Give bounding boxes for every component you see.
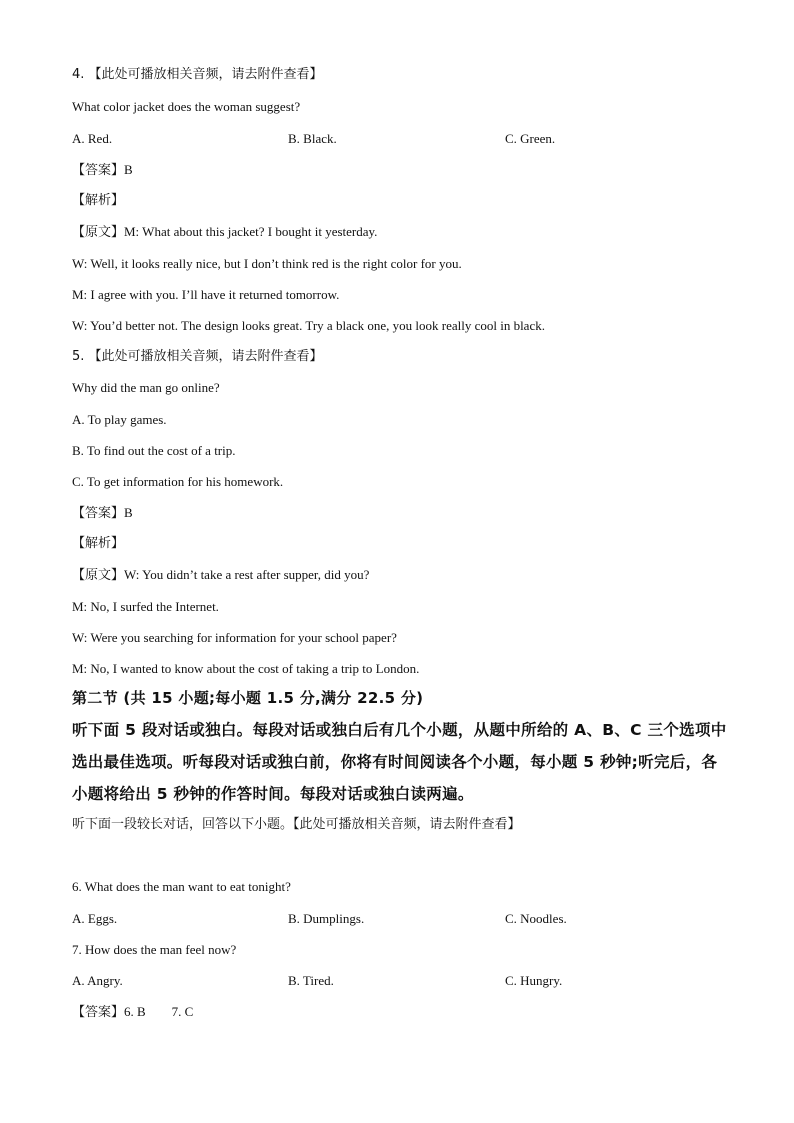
q4-answer: 【答案】B	[72, 162, 133, 177]
q5-header: 5. 【此处可播放相关音频，请去附件查看】	[72, 349, 323, 364]
q5-transcript-line: M: No, I wanted to know about the cost of taking a trip to London.	[72, 661, 420, 676]
q6-question: 6. What does the man want to eat tonight?	[72, 879, 291, 894]
q6-q7-answer: 【答案】6. B 7. C	[72, 1004, 194, 1019]
q7-option-a: A. Angry.	[72, 973, 123, 988]
q4-option-a: A. Red.	[72, 131, 113, 146]
q4-option-c: C. Green.	[505, 131, 556, 146]
q4-transcript-line: W: Well, it looks really nice, but I don’t think red is the right color for you.	[72, 256, 462, 271]
q5-transcript-line: W: Were you searching for information for your school paper?	[72, 630, 397, 645]
q5-transcript-line: M: No, I surfed the Internet.	[72, 599, 219, 614]
q7-option-b: B. Tired.	[288, 973, 334, 988]
q6-option-b: B. Dumplings.	[288, 911, 365, 926]
q5-transcript-line: 【原文】W: You didn’t take a rest after supper, did you?	[72, 567, 370, 582]
q6-option-a: A. Eggs.	[72, 911, 118, 926]
q5-option-a: A. To play games.	[72, 412, 167, 427]
q5-option-c: C. To get information for his homework.	[72, 474, 284, 489]
section2-instruction-line: 选出最佳选项。听每段对话或独白前，你将有时间阅读各个小题，每小题 5 秒钟;听完后，各	[72, 753, 718, 771]
section2-title: 第二节 (共 15 小题;每小题 1.5 分,满分 22.5 分)	[72, 689, 424, 707]
q4-option-b: B. Black.	[288, 131, 337, 146]
q7-option-c: C. Hungry.	[505, 973, 563, 988]
q4-question: What color jacket does the woman suggest?	[72, 99, 301, 114]
q4-transcript-line: W: You’d better not. The design looks great. Try a black one, you look really cool in black.	[72, 318, 545, 333]
q5-option-b: B. To find out the cost of a trip.	[72, 443, 236, 458]
q5-question: Why did the man go online?	[72, 380, 220, 395]
q7-question: 7. How does the man feel now?	[72, 942, 237, 957]
q4-analysis-label: 【解析】	[72, 193, 125, 208]
section2-audio-prompt: 听下面一段较长对话，回答以下小题。【此处可播放相关音频，请去附件查看】	[72, 817, 521, 832]
q4-transcript-line: M: I agree with you. I’ll have it returned tomorrow.	[72, 287, 340, 302]
section2-instruction-line: 小题将给出 5 秒钟的作答时间。每段对话或独白读两遍。	[72, 785, 474, 803]
q4-header: 4. 【此处可播放相关音频，请去附件查看】	[72, 67, 323, 82]
q4-transcript-line: 【原文】M: What about this jacket? I bought it yesterday.	[72, 224, 378, 239]
q5-answer: 【答案】B	[72, 505, 133, 520]
q5-analysis-label: 【解析】	[72, 536, 125, 551]
q6-option-c: C. Noodles.	[505, 911, 567, 926]
section2-instruction-line: 听下面 5 段对话或独白。每段对话或独白后有几个小题，从题中所给的 A、B、C 三个选项中	[72, 721, 727, 739]
